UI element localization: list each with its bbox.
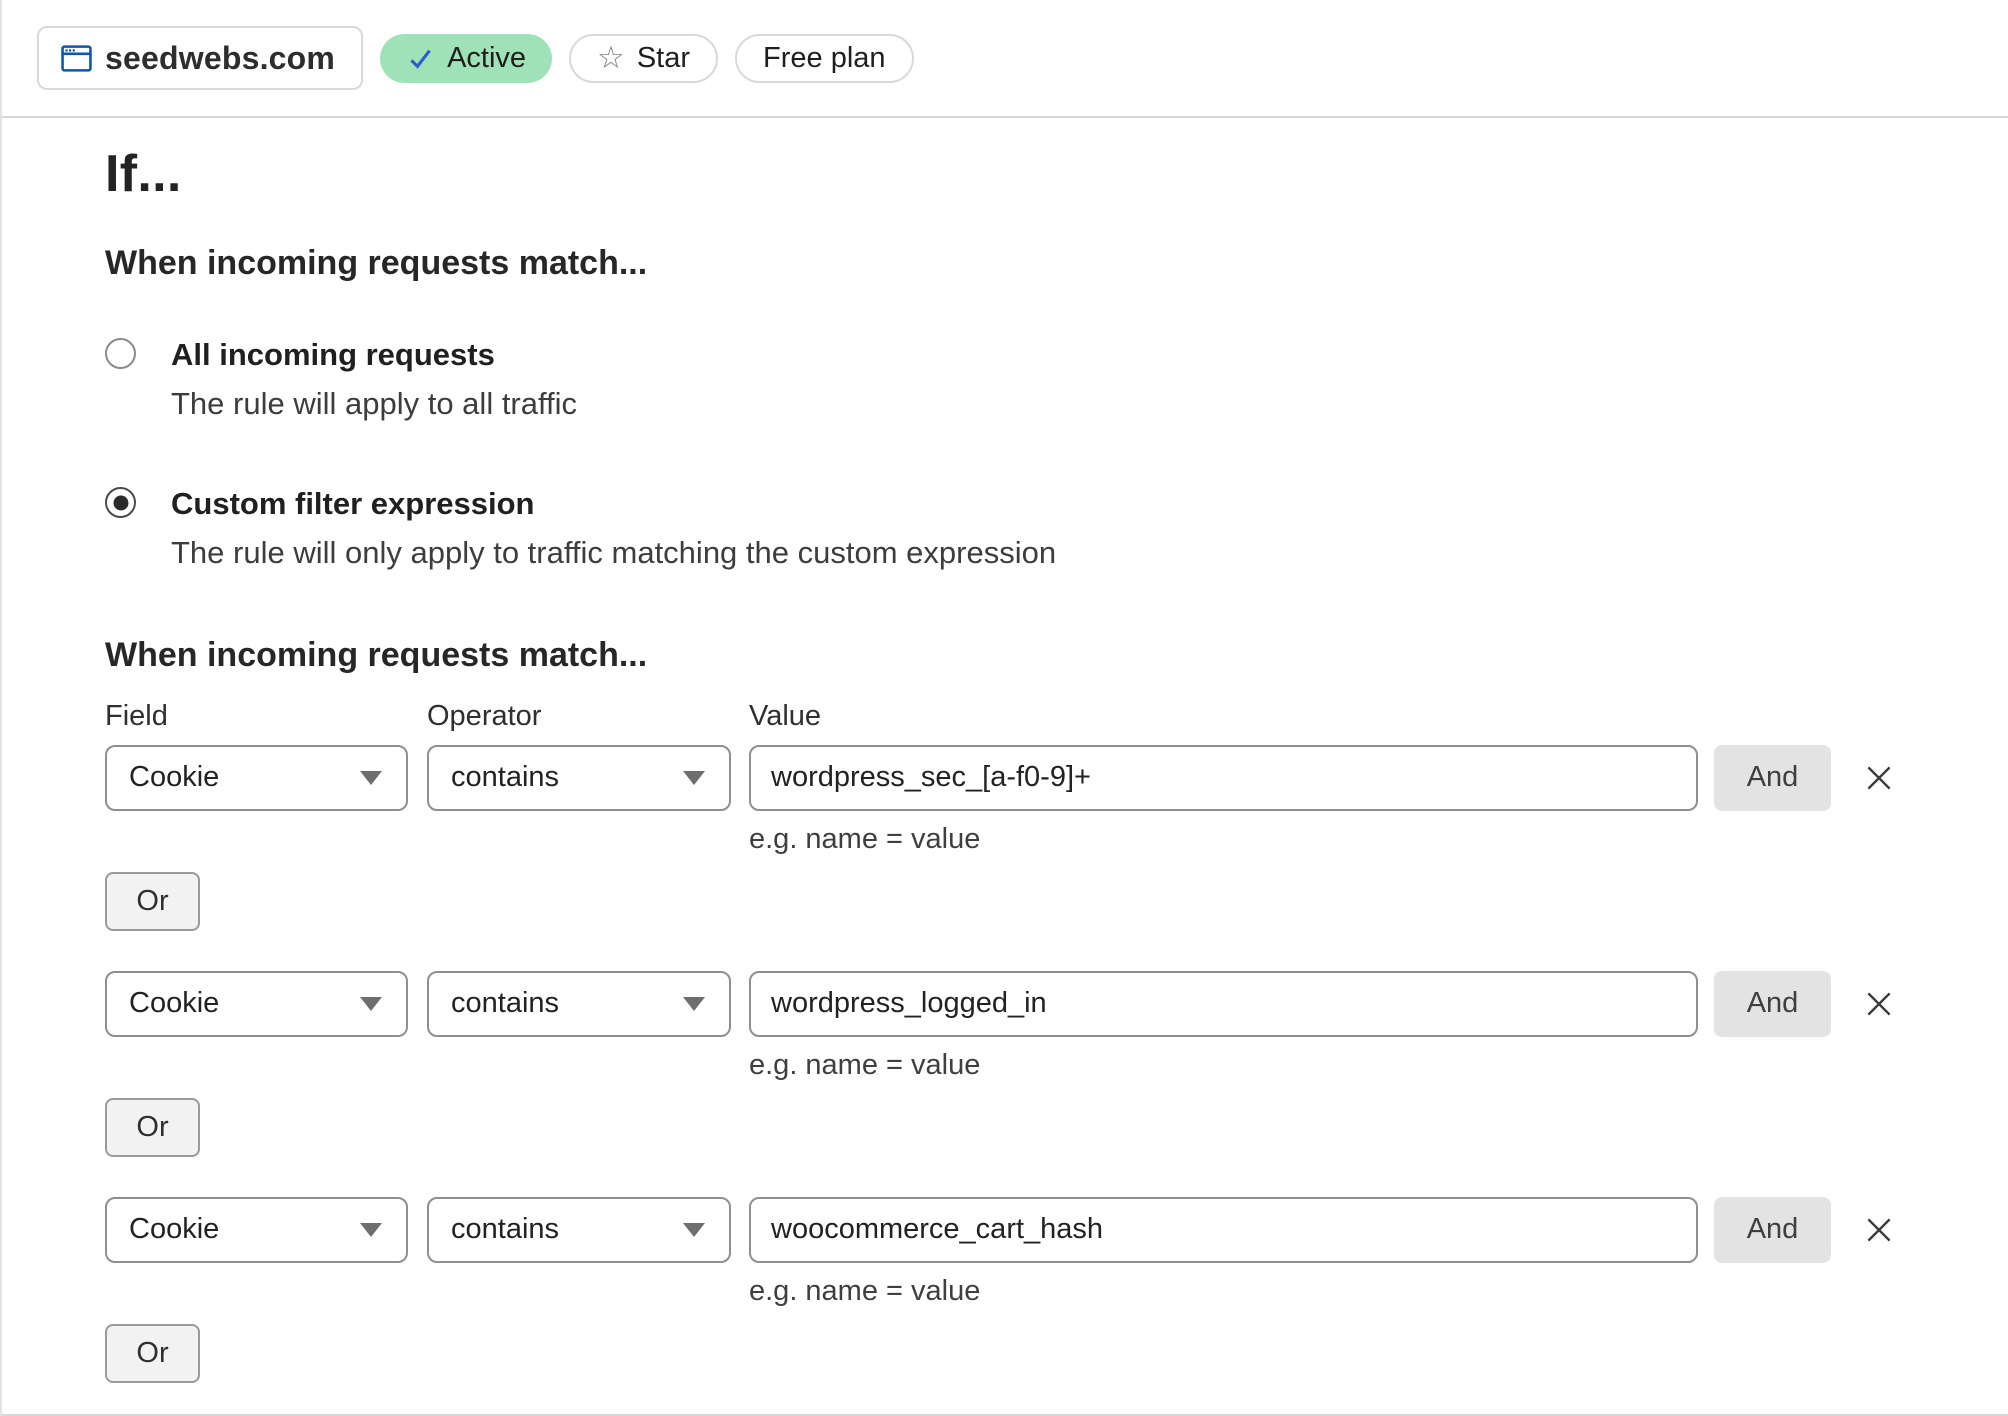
rule-builder	[2, 146, 2008, 1383]
section-heading-match-1: When incoming requests match...	[105, 244, 648, 283]
field-select-value: Cookie	[129, 761, 220, 794]
or-button[interactable]: Or	[105, 872, 200, 931]
caret-down-icon	[683, 997, 705, 1011]
operator-select[interactable]	[427, 971, 731, 1037]
field-select[interactable]	[105, 745, 408, 811]
operator-select[interactable]	[427, 745, 731, 811]
close-icon[interactable]	[1861, 986, 1897, 1022]
radio-text	[171, 336, 577, 424]
value-hint: e.g. name = value	[749, 822, 981, 855]
status-label: Active	[447, 41, 527, 74]
value-input[interactable]	[749, 1197, 1698, 1263]
field-column-label: Field	[105, 699, 168, 732]
operator-column-label: Operator	[427, 699, 542, 732]
condition-row	[105, 745, 2008, 811]
caret-down-icon	[360, 771, 382, 785]
field-select[interactable]	[105, 971, 408, 1037]
close-icon[interactable]	[1861, 760, 1897, 796]
caret-down-icon	[683, 1223, 705, 1237]
field-select-value: Cookie	[129, 987, 220, 1020]
plan-label: Free plan	[763, 41, 886, 74]
field-select-value: Cookie	[129, 1213, 220, 1246]
browser-window-icon	[61, 44, 92, 73]
or-button[interactable]: Or	[105, 1098, 200, 1157]
zone-name: seedwebs.com	[105, 39, 336, 76]
star-icon: ☆	[597, 39, 625, 75]
caret-down-icon	[360, 997, 382, 1011]
radio-selected-icon[interactable]	[105, 487, 136, 518]
radio-label: All incoming requests	[171, 336, 495, 372]
plan-badge	[735, 34, 914, 83]
page-title: If...	[105, 145, 182, 203]
caret-down-icon	[683, 771, 705, 785]
value-hint: e.g. name = value	[749, 1274, 981, 1307]
column-labels	[105, 700, 2008, 733]
radio-text	[171, 485, 1056, 573]
value-hint: e.g. name = value	[749, 1048, 981, 1081]
radio-unselected-icon[interactable]	[105, 338, 136, 369]
and-button[interactable]: And	[1714, 971, 1831, 1037]
star-label: Star	[636, 41, 691, 74]
operator-select[interactable]	[427, 1197, 731, 1263]
condition-block	[105, 971, 2008, 1157]
field-select[interactable]	[105, 1197, 408, 1263]
and-button[interactable]: And	[1714, 745, 1831, 811]
and-button[interactable]: And	[1714, 1197, 1831, 1263]
section-heading-match-2: When incoming requests match...	[105, 635, 648, 674]
or-button[interactable]: Or	[105, 1324, 200, 1383]
radio-option-custom-filter[interactable]	[105, 485, 2008, 573]
value-input[interactable]	[749, 971, 1698, 1037]
condition-row	[105, 971, 2008, 1037]
close-icon[interactable]	[1861, 1212, 1897, 1248]
condition-block	[105, 1197, 2008, 1383]
condition-row	[105, 1197, 2008, 1263]
zone-selector[interactable]	[37, 26, 363, 90]
operator-select-value: contains	[451, 761, 560, 794]
radio-description: The rule will apply to all traffic	[171, 385, 578, 421]
radio-option-all-requests[interactable]	[105, 336, 2008, 424]
star-button[interactable]	[569, 34, 718, 83]
condition-block	[105, 745, 2008, 931]
value-input[interactable]	[749, 745, 1698, 811]
radio-description: The rule will only apply to traffic matching the custom expression	[171, 535, 1057, 571]
status-badge	[380, 34, 552, 83]
check-icon	[406, 44, 435, 73]
caret-down-icon	[360, 1223, 382, 1237]
zone-header	[2, 0, 2008, 118]
radio-label: Custom filter expression	[171, 486, 535, 522]
value-column-label: Value	[749, 699, 822, 732]
operator-select-value: contains	[451, 987, 560, 1020]
operator-select-value: contains	[451, 1213, 560, 1246]
